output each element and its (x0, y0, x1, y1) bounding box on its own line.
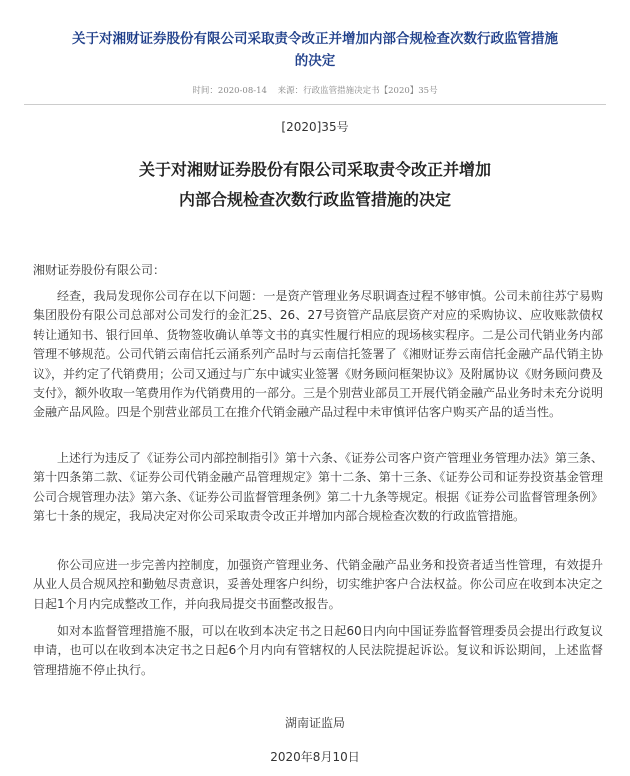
body-paragraph-appeal: 如对本监督管理措施不服，可以在收到本决定书之日起60日内向中国证券监督管理委员会提出行政复议申请，也可以在收到本决定书之日起6个月内向有管辖权的人民法院提起诉讼。复议和诉讼期间，上述监督管理措施不停止执行。 (33, 624, 603, 677)
body-paragraph-findings: 经查，我局发现你公司存在以下问题：一是资产管理业务尽职调查过程不够审慎。公司未前往苏宁易购集团股份有限公司总部对公司发行的金汇25、26、27号资管产品底层资产对应的采购协议、应收账款债权转让通知书、银行回单、货物签收确认单等文书的真实性履行相应的现场核实程序。二是公司代销业务内部管理不够规范。公司代销云南信托云涌系列产品时与云南信托签署了《湘财证券云南信托金融产品代销主协议》，并约定了代销费用；公司又通过与广东中诚实业签署《财务顾问框架协议》及附属协议《财务顾问费及支付》，额外收取一笔费用作为代销费用的一部分。三是个别营业部员工开展代销金融产品业务时未充分说明金融产品风险。四是个别营业部员工在推介代销金融产品过程中未审慎评估客户购买产品的适当性。 (33, 289, 604, 420)
document-title-line-2: 内部合规检查次数行政监管措施的决定 (178, 190, 451, 209)
issue-date: 2020年8月10日 (270, 750, 360, 764)
article-headline (40, 28, 590, 72)
addressee: 湘财证券股份有限公司： (33, 263, 166, 277)
article-meta (0, 84, 630, 96)
header-divider (24, 104, 606, 105)
body-paragraph-rectification: 你公司应进一步完善内控制度，加强资产管理业务、代销金融产品业务和投资者适当性管理，有效提升从业人员合规风控和勤勉尽责意识，妥善处理客户纠纷，切实维护客户合法权益。你公司应在收到本决定之日起1个月内完成整改工作，并向我局提交书面整改报告。 (33, 558, 603, 611)
document-title (40, 155, 590, 215)
publish-time: 时间：2020-08-14 (192, 86, 267, 96)
article-headline-line-1: 关于对湘财证券股份有限公司采取责令改正并增加内部合规检查次数行政监管措施 (72, 31, 558, 47)
issuer-signature: 湖南证监局 (284, 716, 345, 730)
article-headline-line-2: 的决定 (294, 53, 336, 69)
body-paragraph-violations: 上述行为违反了《证券公司内部控制指引》第十六条、《证券公司客户资产管理业务管理办法》第三条、第十四条第二款、《证券公司代销金融产品管理规定》第十二条、第十三条、《证券公司和证券投资基金管理公司合规管理办法》第六条、《证券公司监督管理条例》第二十九条等规定。根据《证券公司监督管理条例》第七十条的规定，我局决定对你公司采取责令改正并增加内部合规检查次数的行政监管措施。 (33, 451, 604, 524)
article-source: 来源：行政监管措施决定书【2020】35号 (277, 86, 438, 96)
document-number: [2020]35号 (281, 120, 349, 134)
document-title-line-1: 关于对湘财证券股份有限公司采取责令改正并增加 (138, 160, 491, 179)
